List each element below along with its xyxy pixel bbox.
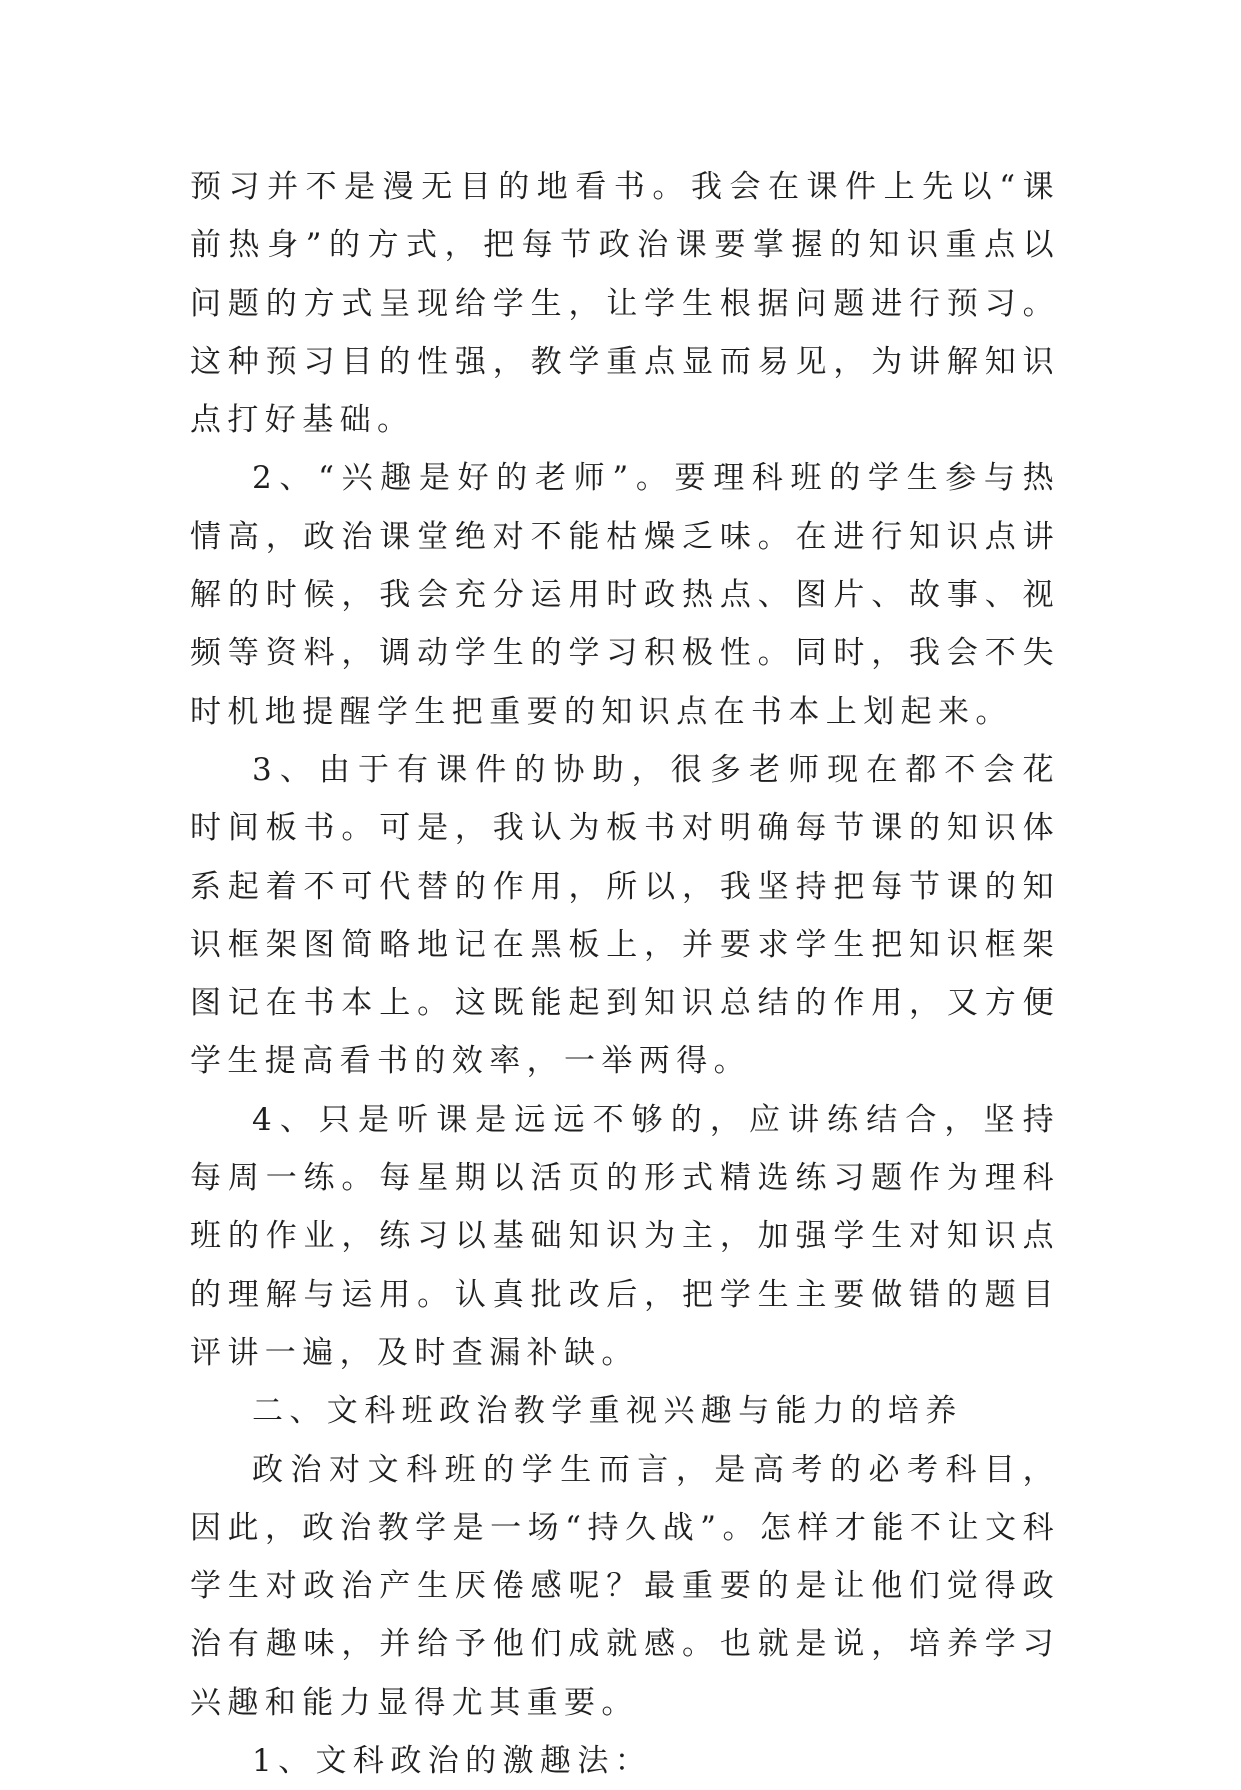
paragraph-liberal-arts-intro: 政治对文科班的学生而言，是高考的必考科目，因此，政治教学是一场“持久战”。怎样才能不让文科学生对政治产生厌倦感呢？最重要的是让他们觉得政治有趣味，并给予他们成就感。也就是说，培养学习兴趣和能力显得尤其重要。 [190, 1451, 1060, 1721]
paragraph-point-2: 2、“兴趣是好的老师”。要理科班的学生参与热情高，政治课堂绝对不能枯燥乏味。在进行知识点讲解的时候，我会充分运用时政热点、图片、故事、视频等资料，调动学生的学习积极性。同时，我会不失时机地提醒学生把重要的知识点在书本上划起来。 [190, 460, 1060, 730]
paragraph-point-4: 4、只是听课是远远不够的，应讲练结合，坚持每周一练。每星期以活页的形式精选练习题作为理科班的作业，练习以基础知识为主，加强学生对知识点的理解与运用。认真批改后，把学生主要做错的题目评讲一遍，及时查漏补缺。 [190, 1101, 1060, 1371]
paragraph-preview-method: 预习并不是漫无目的地看书。我会在课件上先以“课前热身”的方式，把每节政治课要掌握的知识重点以问题的方式呈现给学生，让学生根据问题进行预习。这种预习目的性强，教学重点显而易见，为讲解知识点打好基础。 [190, 169, 1060, 439]
document-body [190, 158, 1060, 1790]
section-heading-liberal-arts: 二、文科班政治教学重视兴趣与能力的培养 [252, 1393, 963, 1430]
subheading-interest-method: 1、文科政治的激趣法： [252, 1743, 653, 1780]
paragraph-point-3: 3、由于有课件的协助，很多老师现在都不会花时间板书。可是，我认为板书对明确每节课的知识体系起着不可代替的作用，所以，我坚持把每节课的知识框架图简略地记在黑板上，并要求学生把知识框架图记在书本上。这既能起到知识总结的作用，又方便学生提高看书的效率，一举两得。 [190, 751, 1060, 1080]
